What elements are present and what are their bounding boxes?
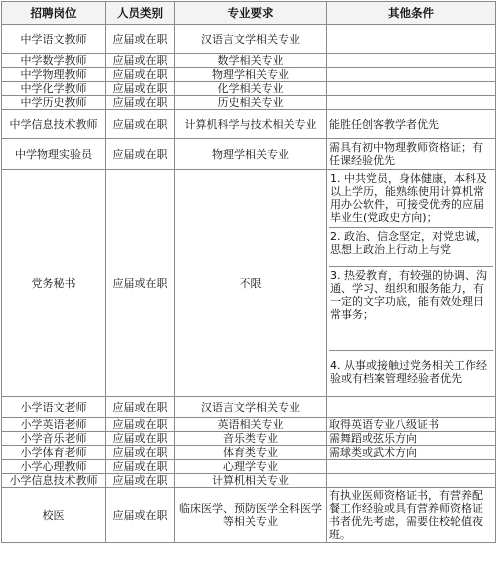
post-cell: 校医 [2,488,106,543]
category-cell: 应届或在职 [106,170,175,397]
other-cell [327,54,496,68]
post-cell: 小学英语老师 [2,418,106,432]
major-cell: 心理学专业 [175,460,327,474]
category-cell: 应届或在职 [106,432,175,446]
major-cell: 计算机相关专业 [175,474,327,488]
category-cell: 应届或在职 [106,139,175,170]
post-cell: 中学历史教师 [2,96,106,110]
post-cell: 小学心理教师 [2,460,106,474]
other-cell: 需球类或武术方向 [327,446,496,460]
major-cell: 物理学相关专业 [175,68,327,82]
table-row [2,96,496,110]
major-cell: 数学相关专业 [175,54,327,68]
category-cell: 应届或在职 [106,96,175,110]
other-cell [327,25,496,54]
post-cell: 中学数学教师 [2,54,106,68]
table-row [2,25,496,54]
header-post: 招聘岗位 [2,2,106,25]
header-other: 其他条件 [327,2,496,25]
post-cell: 中学物理教师 [2,68,106,82]
major-cell: 不限 [175,170,327,397]
other-cell: 取得英语专业八级证书 [327,418,496,432]
header-row [2,2,496,25]
condition-item: 2. 政治、信念坚定，对党忠诚，思想上政治上行动上与党 [329,228,493,267]
other-cell: 有执业医师资格证书，有营养配餐工作经验或具有营养师资格证书者优先考虑，需要住校轮值夜班。 [327,488,496,543]
category-cell: 应届或在职 [106,25,175,54]
other-cell: 能胜任创客教学者优先 [327,110,496,139]
major-cell: 物理学相关专业 [175,139,327,170]
table-row [2,474,496,488]
condition-item: 1. 中共党员，身体健康，本科及以上学历，能熟练使用计算机常用办公软件，可接受优秀的应届毕业生(党政史方向)； [329,170,493,228]
condition-item: 3. 热爱教育，有较强的协调、沟通、学习、组织和服务能力，有一定的文字功底，能有效处理日常事务； [329,267,493,351]
other-cell [327,68,496,82]
major-cell: 汉语言文学相关专业 [175,397,327,418]
post-cell: 党务秘书 [2,170,106,397]
other-cell [327,96,496,110]
category-cell: 应届或在职 [106,68,175,82]
table-row [2,432,496,446]
post-cell: 小学信息技术教师 [2,474,106,488]
table-row [2,170,496,397]
post-cell: 小学音乐老师 [2,432,106,446]
major-cell: 历史相关专业 [175,96,327,110]
category-cell: 应届或在职 [106,418,175,432]
other-cell [327,474,496,488]
category-cell: 应届或在职 [106,446,175,460]
post-cell: 小学体育老师 [2,446,106,460]
table-row [2,446,496,460]
category-cell: 应届或在职 [106,82,175,96]
header-category: 人员类别 [106,2,175,25]
major-cell: 汉语言文学相关专业 [175,25,327,54]
table-row [2,488,496,543]
post-cell: 中学信息技术教师 [2,110,106,139]
major-cell: 计算机科学与技术相关专业 [175,110,327,139]
category-cell: 应届或在职 [106,397,175,418]
major-cell: 临床医学、预防医学全科医学等相关专业 [175,488,327,543]
table-row [2,110,496,139]
category-cell: 应届或在职 [106,460,175,474]
other-cell: 需具有初中物理教师资格证；有任课经验优先 [327,139,496,170]
post-cell: 中学语文教师 [2,25,106,54]
other-cell [327,397,496,418]
table-row [2,397,496,418]
condition-item: 4. 从事或接触过党务相关工作经验或有档案管理经验者优先 [330,359,487,385]
other-cell: 需舞蹈或弦乐方向 [327,432,496,446]
other-cell [327,460,496,474]
major-cell: 英语相关专业 [175,418,327,432]
post-cell: 中学化学教师 [2,82,106,96]
major-cell: 音乐类专业 [175,432,327,446]
major-cell: 化学相关专业 [175,82,327,96]
category-cell: 应届或在职 [106,54,175,68]
table-row [2,82,496,96]
other-cell [327,82,496,96]
party-secretary-conditions [327,170,496,397]
table-row [2,418,496,432]
header-major: 专业要求 [175,2,327,25]
post-cell: 小学语文老师 [2,397,106,418]
table-row [2,68,496,82]
recruitment-table [1,1,496,543]
post-cell: 中学物理实验员 [2,139,106,170]
table-row [2,460,496,474]
major-cell: 体育类专业 [175,446,327,460]
table-row [2,54,496,68]
category-cell: 应届或在职 [106,110,175,139]
table-row [2,139,496,170]
category-cell: 应届或在职 [106,474,175,488]
category-cell: 应届或在职 [106,488,175,543]
